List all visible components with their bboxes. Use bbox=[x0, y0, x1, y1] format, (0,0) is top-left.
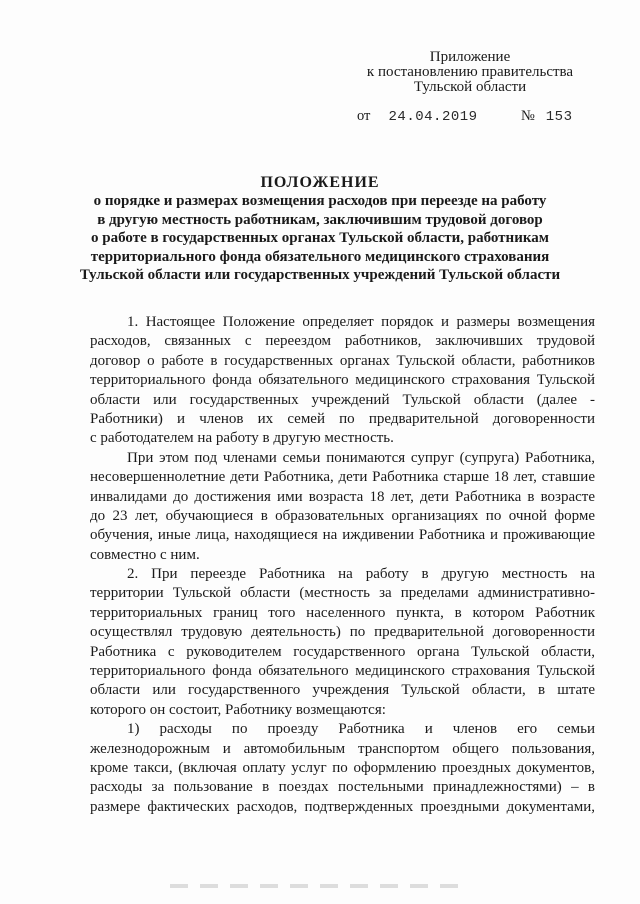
body-line: области или государственного учреждения Тульской области, в штате bbox=[90, 682, 595, 699]
date-number-line bbox=[357, 108, 572, 125]
document-body bbox=[90, 313, 595, 817]
body-line: территориального фонда обязательного медицинского страхования Тульской bbox=[90, 372, 595, 389]
body-line: совместно с ним. bbox=[90, 546, 200, 563]
appendix-line: Тульской области bbox=[413, 79, 527, 95]
body-line: договор о работе в государственных органах Тульской области, работников bbox=[90, 352, 595, 369]
body-line: При этом под членами семьи понимаются супруг (супруга) Работника, bbox=[127, 449, 595, 466]
body-line: с работодателем на работу в другую местность. bbox=[90, 430, 394, 447]
body-line: 1. Настоящее Положение определяет порядок и размеры возмещения bbox=[127, 314, 595, 330]
document-subtitle-line: о работе в государственных органах Тульской области, работникам bbox=[91, 230, 549, 246]
body-line: кроме такси, (включая оплату услуг по оформлению проездных документов, bbox=[90, 759, 595, 776]
body-line: расходы за пользование в поездах постельными принадлежностями) – в bbox=[90, 779, 595, 796]
body-line: железнодорожным и автомобильным транспортом общего пользования, bbox=[90, 740, 595, 757]
body-line: несовершеннолетние дети Работника, дети Работника старше 18 лет, ставшие bbox=[90, 469, 595, 486]
body-line: размере фактических расходов, подтвержденных проездными документами, bbox=[90, 798, 595, 815]
body-line: территориальных границ того населенного пункта, в котором Работник bbox=[90, 604, 595, 621]
body-line: расходов, связанных с переездом работников, заключивших трудовой bbox=[90, 333, 595, 350]
number-label: № bbox=[521, 108, 535, 124]
body-line: осуществлял трудовую деятельность) по предварительной договоренности bbox=[90, 624, 595, 641]
document-subtitle-line: Тульской области или государственных учреждений Тульской области bbox=[79, 267, 561, 283]
appendix-line: Приложение bbox=[429, 49, 511, 65]
body-line: до 23 лет, обучающиеся в образовательных организациях по очной форме bbox=[90, 507, 595, 524]
document-number: 153 bbox=[545, 109, 573, 125]
document-subtitle-line: о порядке и размерах возмещения расходов при переезде на работу bbox=[93, 193, 547, 209]
date-label: от bbox=[357, 108, 371, 124]
body-line: 2. При переезде Работника на работу в другую местность на bbox=[127, 566, 595, 583]
body-line: территориального фонда обязательного медицинского страхования Тульской bbox=[90, 663, 595, 680]
document-title: ПОЛОЖЕНИЕ bbox=[260, 174, 380, 191]
body-line: Работники) и членов их семей по предварительной договоренности bbox=[90, 410, 595, 427]
document-subtitle-line: территориального фонда обязательного медицинского страхования bbox=[90, 248, 550, 265]
appendix-block bbox=[340, 50, 600, 95]
scan-mark bbox=[405, 818, 413, 826]
body-line: обучения, иные лица, находящиеся на иждивении Работника и проживающие bbox=[90, 527, 595, 544]
scan-noise bbox=[170, 884, 470, 888]
body-line: территории Тульской области (местность за пределами административно- bbox=[90, 585, 595, 602]
document-date: 24.04.2019 bbox=[388, 109, 478, 125]
body-line: инвалидами до достижения ими возраста 18 лет, дети Работника в возрасте bbox=[90, 488, 595, 505]
appendix-line: к постановлению правительства bbox=[366, 64, 574, 80]
document-heading bbox=[60, 174, 580, 285]
document-subtitle-line: в другую местность работникам, заключившим трудовой договор bbox=[97, 211, 543, 228]
body-line: Работника с руководителем государственного органа Тульской области, bbox=[90, 643, 595, 660]
body-line: которого он состоит, Работнику возмещаются: bbox=[90, 701, 386, 718]
body-line: 1) расходы по проезду Работника и членов его семьи bbox=[127, 721, 595, 738]
body-line: области или государственных учреждений Тульской области (далее - bbox=[90, 391, 595, 408]
